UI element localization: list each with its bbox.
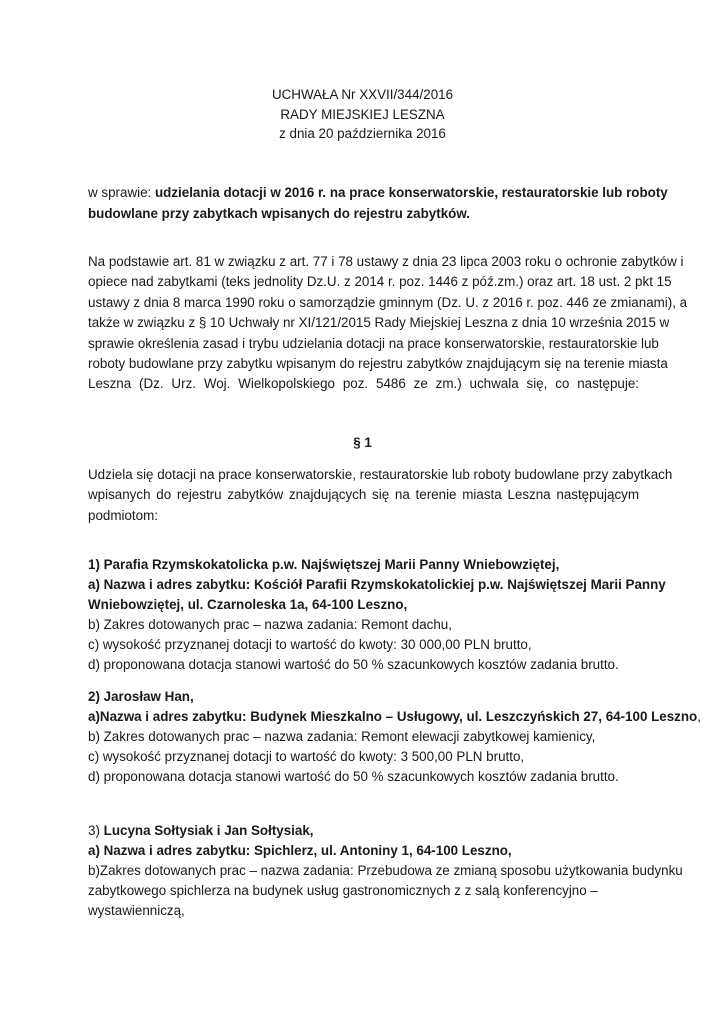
item-1-scope: b) Zakres dotowanych prac – nazwa zadania: Remont dachu,	[88, 617, 452, 632]
item-3-scope-2: zabytkowego spichlerza na budynek usług gastronomicznych z z salą konferencyjno –	[88, 883, 598, 898]
item-3-scope-1: b)Zakres dotowanych prac – nazwa zadania: Przebudowa ze zmianą sposobu użytkowania budynku	[88, 863, 683, 878]
subject-line-2: budowlane przy zabytkach wpisanych do rejestru zabytków.	[88, 206, 470, 221]
basis-line-1: Na podstawie art. 81 w związku z art. 77 i 78 ustawy z dnia 23 lipca 2003 roku o ochronie zabytków i	[88, 254, 684, 269]
council-name: RADY MIEJSKIEJ LESZNA	[280, 107, 445, 122]
subject-line-1	[88, 184, 668, 202]
section-heading: § 1	[353, 435, 372, 450]
item-1-share: d) proponowana dotacja stanowi wartość do 50 % szacunkowych kosztów zadania brutto.	[88, 657, 619, 672]
item-1-address-1: a) Nazwa i adres zabytku: Kościół Parafii Rzymskokatolickiej p.w. Najświętszej Marii Panny	[88, 577, 666, 592]
basis-line-2: opiece nad zabytkami (teks jednolity Dz.U. z 2014 r. poz. 1446 z póź.zm.) oraz art. 18 ust. 2 pkt 15	[88, 274, 672, 289]
item-2-scope: b) Zakres dotowanych prac – nazwa zadania: Remont elewacji zabytkowej kamienicy,	[88, 729, 596, 744]
subject-prefix: w sprawie:	[88, 185, 155, 200]
item-2-title: 2) Jarosław Han,	[88, 689, 194, 704]
section-intro-1: Udziela się dotacji na prace konserwatorskie, restauratorskie lub roboty budowlane przy zabytkach	[88, 467, 673, 482]
item-2-amount: c) wysokość przyznanej dotacji to wartość do kwoty: 3 500,00 PLN brutto,	[88, 749, 525, 764]
basis-line-4: także w związku z § 10 Uchwały nr XI/121/2015 Rady Miejskiej Leszna z dnia 10 września 2015 w	[88, 315, 670, 330]
basis-line-5: sprawie określenia zasad i trybu udzielania dotacji na prace konserwatorskie, restauratorskie lub	[88, 336, 659, 351]
item-3-name: Lucyna Sołtysiak i Jan Sołtysiak,	[103, 823, 314, 838]
basis-line-3: ustawy z dnia 8 marca 1990 roku o samorządzie gminnym (Dz. U. z 2016 r. poz. 446 ze zmianami), a	[88, 295, 688, 310]
item-3-number: 3)	[88, 823, 104, 838]
resolution-title: UCHWAŁA Nr XXVII/344/2016	[271, 87, 454, 102]
item-2-share: d) proponowana dotacja stanowi wartość do 50 % szacunkowych kosztów zadania brutto.	[88, 769, 619, 784]
section-intro-2: wpisanych do rejestru zabytków znajdujących się na terenie miasta Leszna następującym	[88, 487, 639, 502]
item-1-amount: c) wysokość przyznanej dotacji to wartość do kwoty: 30 000,00 PLN brutto,	[88, 637, 532, 652]
item-3-address: a) Nazwa i adres zabytku: Spichlerz, ul. Antoniny 1, 64-100 Leszno,	[88, 843, 512, 858]
item-2-address-tail: ,	[697, 709, 701, 724]
section-intro-3: podmiotom:	[88, 508, 158, 523]
basis-line-6: roboty budowlane przy zabytku wpisanym do rejestru zabytków znajdującym się na terenie miasta	[88, 356, 668, 371]
resolution-date: z dnia 20 października 2016	[279, 126, 446, 141]
item-3-title	[88, 822, 314, 840]
subject-text-1: udzielania dotacji w 2016 r. na prace konserwatorskie, restauratorskie lub roboty	[154, 185, 668, 200]
item-1-title: 1) Parafia Rzymskokatolicka p.w. Najświętszej Marii Panny Wniebowziętej,	[88, 557, 560, 572]
item-2-address	[88, 708, 701, 726]
item-2-address-text: a)Nazwa i adres zabytku: Budynek Mieszkalno – Usługowy, ul. Leszczyńskich 27, 64-100 Leszno	[88, 709, 698, 724]
item-3-scope-3: wystawienniczą,	[88, 903, 185, 918]
basis-line-7: Leszna (Dz. Urz. Woj. Wielkopolskiego poz. 5486 ze zm.) uchwala się, co następuje:	[88, 376, 639, 391]
item-1-address-2: Wniebowziętej, ul. Czarnoleska 1a, 64-100 Leszno,	[88, 597, 408, 612]
